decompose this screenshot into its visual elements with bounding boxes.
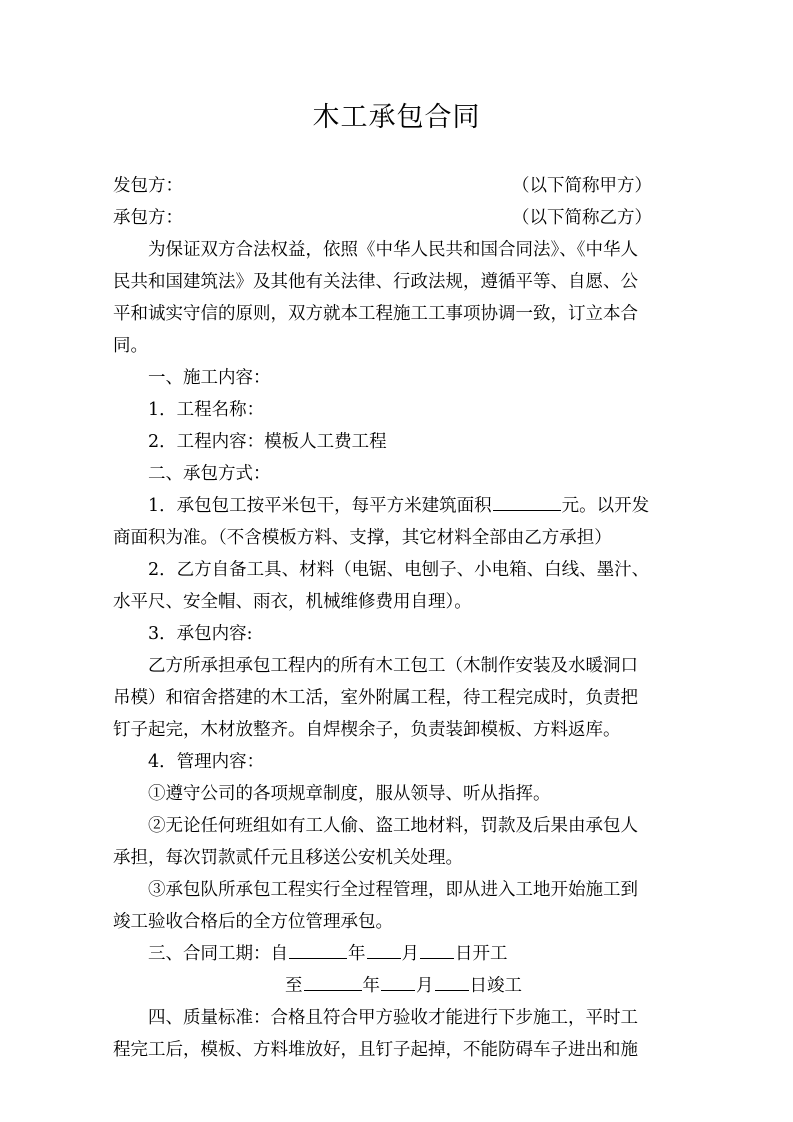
party-a-label: 发包方： [113,176,183,196]
party-a-note: （以下简称甲方） [512,176,652,196]
price-clause-text: 1．承包包工按平米包干，每平方米建筑面积 [148,496,492,516]
end-month-blank [381,973,415,991]
management-rule-1: ①遵守公司的各项规章制度，服从领导、听从指挥。 [148,784,551,804]
quality-clause: 四、质量标准：合格且符合甲方验收才能进行下步施工，平时工 [148,1008,638,1028]
quality-clause-line2: 程完工后，模板、方料堆放好，且钉子起掉，不能防碍车子进出和施 [113,1040,638,1060]
end-day-blank [435,973,469,991]
year-label: 年 [362,976,380,996]
year-label: 年 [348,944,366,964]
period-end-line [285,972,522,997]
scope-line: 吊模）和宿舍搭建的木工活，室外附属工程，待工程完成时，负责把 [113,688,638,708]
period-from-label: 自 [270,944,288,964]
scope-heading: 3．承包内容: [148,624,253,644]
start-year-blank [289,941,347,959]
preamble-line: 平和诚实守信的原则，双方就本工程施工工事项协调一致，订立本合 [113,304,638,324]
price-clause-unit: 元。以开发 [561,496,650,516]
tools-clause: 2．乙方自备工具、材料（电锯、电刨子、小电箱、白线、墨汁、 [148,560,650,580]
scope-line: 乙方所承担承包工程内的所有木工包工（木制作安装及水暖洞口 [148,656,638,676]
scope-line: 钉子起完，木材放整齐。自焊楔余子，负责装卸模板、方料返库。 [113,720,621,740]
party-b-note: （以下简称乙方） [512,208,652,228]
preamble-line: 为保证双方合法权益，依照《中华人民共和国合同法》、《中华人 [148,240,638,260]
management-rule-3-cont: 竣工验收合格后的全方位管理承包。 [113,912,393,932]
period-heading: 三、合同工期： [148,944,271,964]
day-end-label: 日竣工 [469,976,522,996]
period-to-label: 至 [285,976,303,996]
management-rule-3: ③承包队所承包工程实行全过程管理，即从进入工地开始施工到 [148,880,638,900]
day-start-label: 日开工 [455,944,508,964]
section-heading: 二、承包方式： [148,464,271,484]
section-heading: 一、施工内容： [148,368,271,388]
tools-clause-line2: 水平尺、安全帽、雨衣，机械维修费用自理）。 [113,592,472,612]
management-heading: 4．管理内容： [148,752,265,772]
project-name-item: 1．工程名称： [148,400,265,420]
page-title: 木工承包合同 [312,102,481,133]
month-label: 月 [401,944,419,964]
project-content-item: 2．工程内容：模板人工费工程 [148,432,387,452]
preamble-line: 民共和国建筑法》及其他有关法律、行政法规，遵循平等、自愿、公 [113,272,638,292]
end-year-blank [304,973,362,991]
start-day-blank [420,941,454,959]
party-b-label: 承包方： [113,208,183,228]
management-rule-2: ②无论任何班组如有工人偷、盗工地材料，罚款及后果由承包人 [148,816,638,836]
preamble-line: 同。 [113,336,148,356]
price-clause-line2: 商面积为准。（不含模板方料、支撑，其它材料全部由乙方承担） [113,528,612,548]
management-rule-2-cont: 承担，每次罚款贰仟元且移送公安机关处理。 [113,848,463,868]
month-label: 月 [416,976,434,996]
start-month-blank [367,941,401,959]
price-clause [148,492,649,517]
price-blank [493,493,561,511]
period-start-line [148,940,508,965]
